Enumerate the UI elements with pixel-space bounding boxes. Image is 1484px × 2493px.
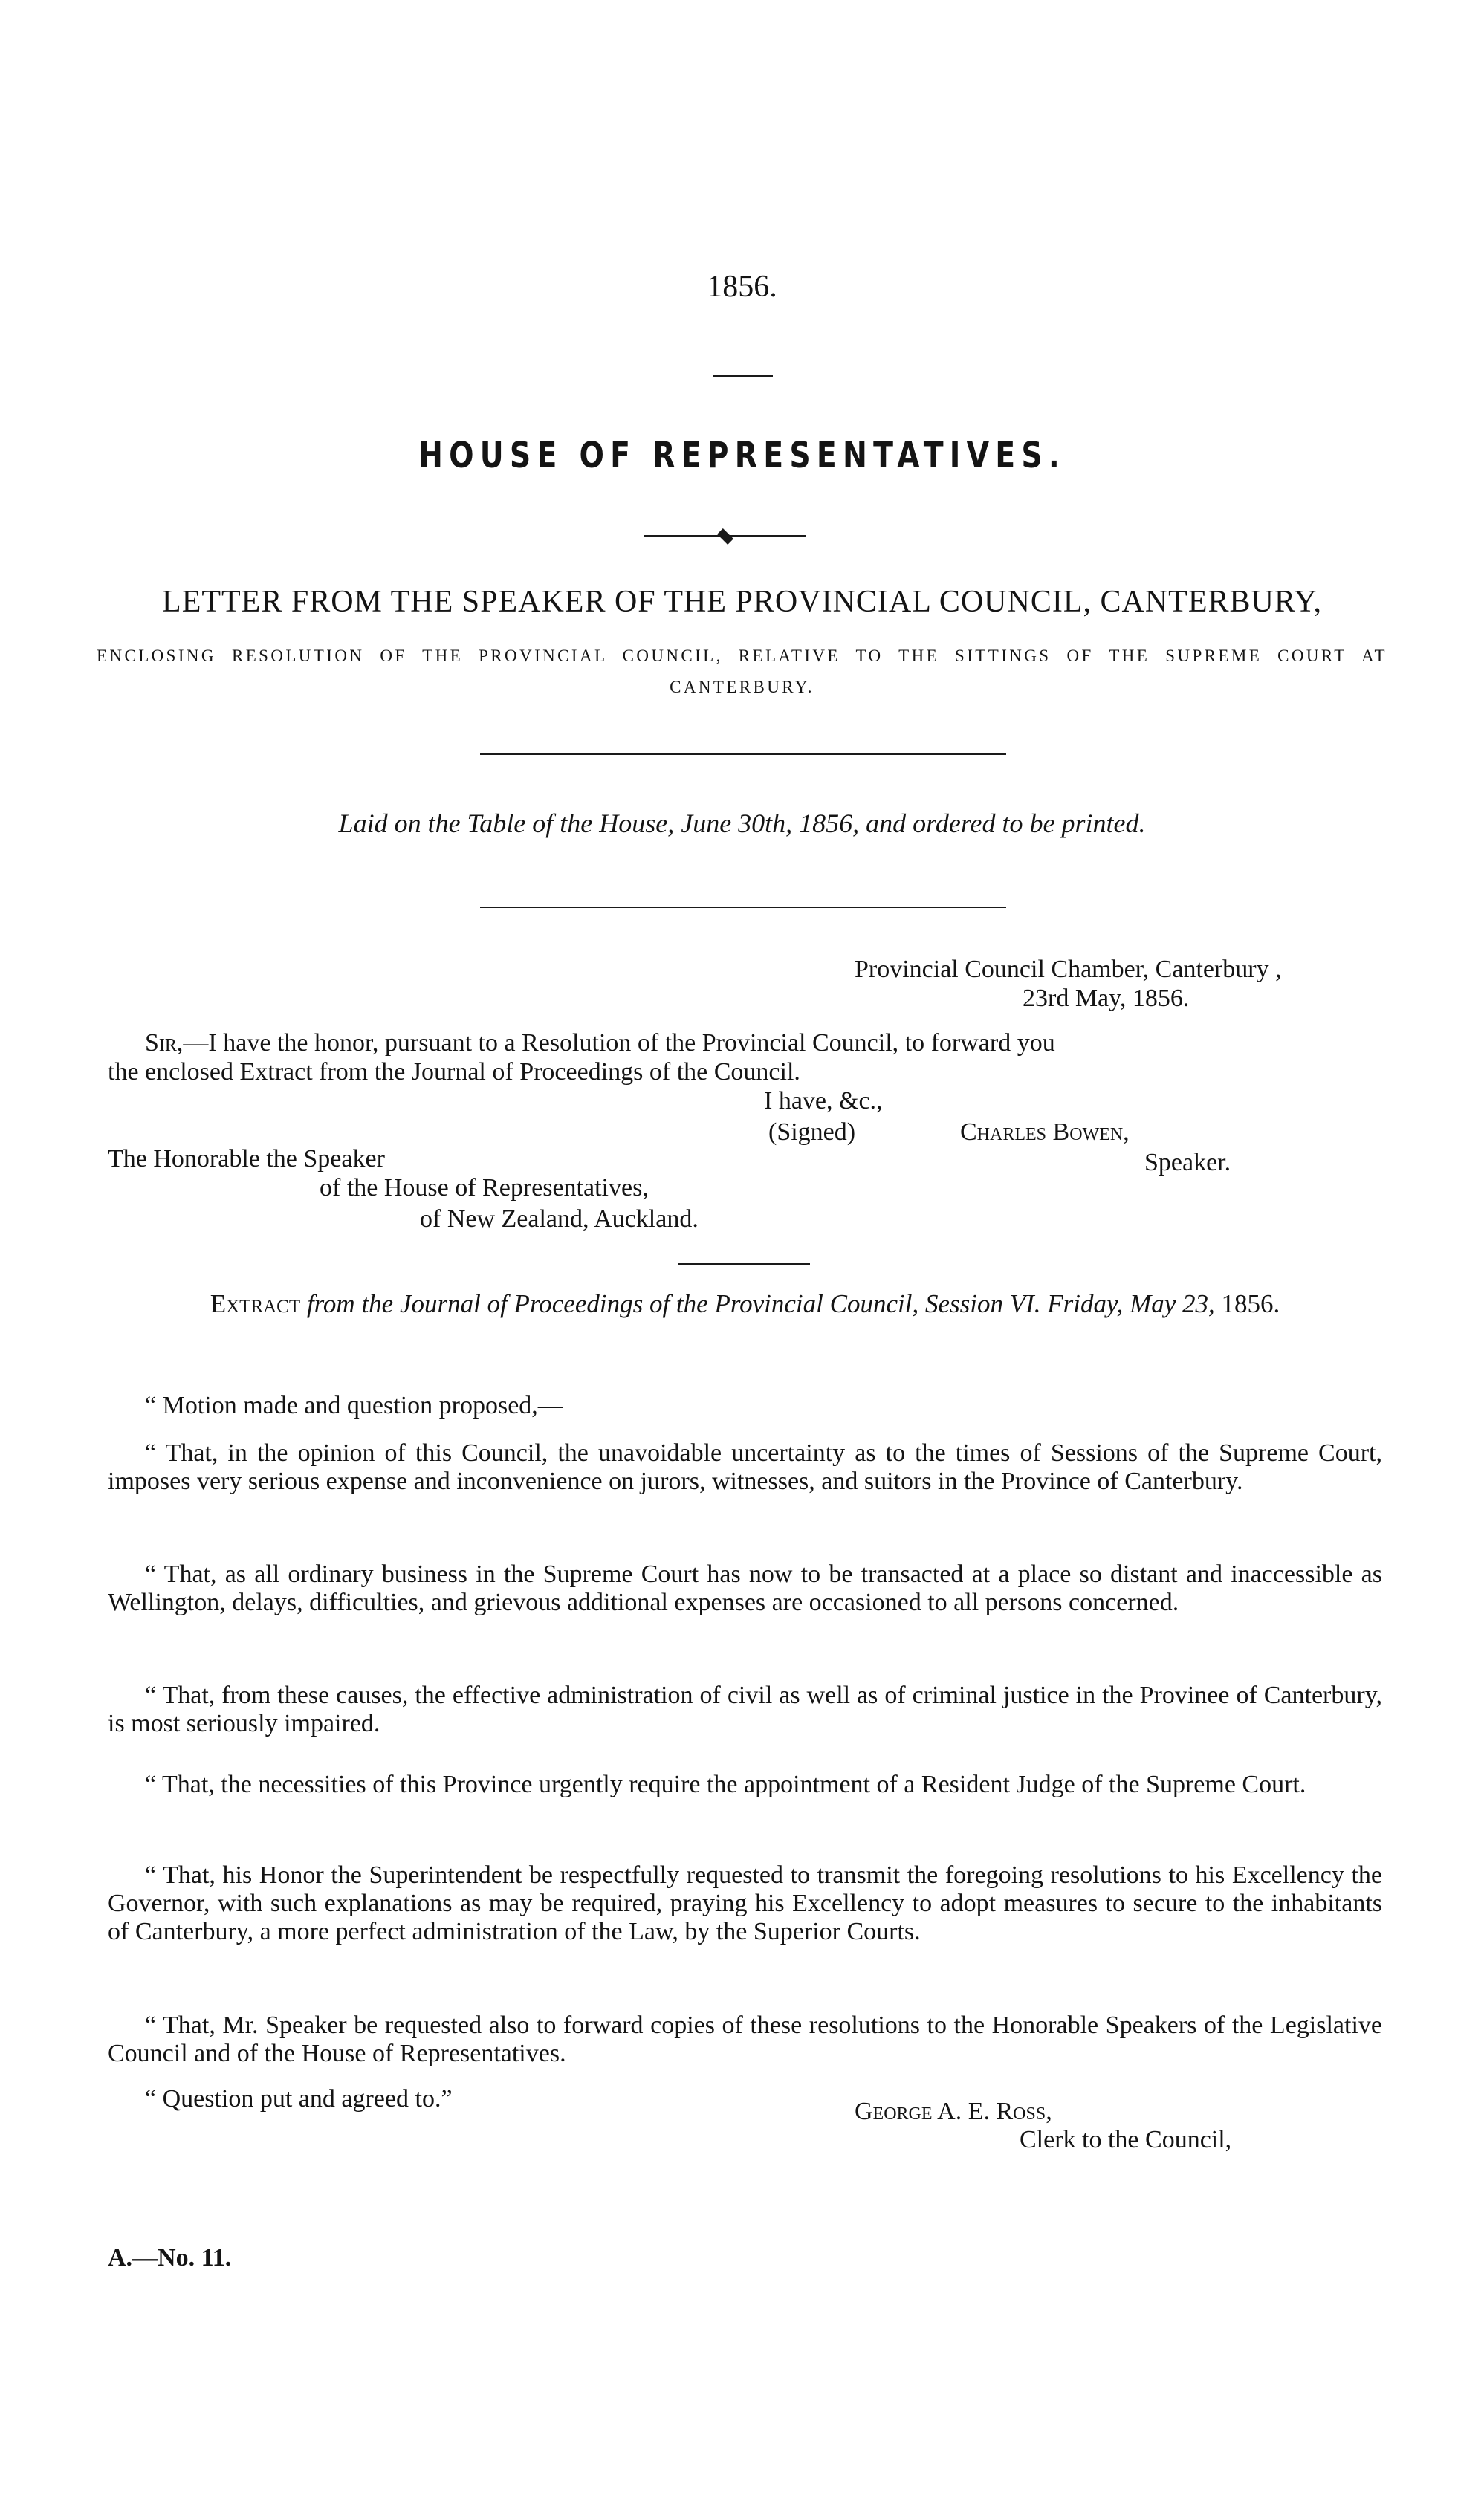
extract-heading-text: from the Journal of Proceedings of the Provincial Council, Session VI. Friday, May 23, bbox=[306, 1289, 1215, 1318]
recipient-line-1: The Honorable the Speaker bbox=[108, 1145, 385, 1173]
document-year: 1856. bbox=[707, 270, 777, 304]
agreed-line: “ Question put and agreed to.” bbox=[145, 2085, 453, 2113]
salutation: Sir, bbox=[145, 1029, 184, 1057]
signer-name: Charles Bowen, bbox=[960, 1118, 1130, 1146]
letter-body-line-2: the enclosed Extract from the Journal of Proceedings of the Council. bbox=[108, 1058, 800, 1086]
ornament-diamond-icon bbox=[717, 528, 733, 545]
divider-short bbox=[713, 375, 773, 377]
divider-long-1 bbox=[480, 753, 1006, 755]
resolution-1: “ That, in the opinion of this Council, the unavoidable uncertainty as to the times of Sessions of the Supreme Court, imposes very serious expense and inconvenience on jurors, witnesses, and suitors in the Province of Canterbury. bbox=[108, 1439, 1382, 1495]
recipient-line-2: of the House of Representatives, bbox=[320, 1174, 649, 1202]
resolution-2: “ That, as all ordinary business in the Supreme Court has now to be transacted at a place so distant and inaccessible as Wellington, delays, difficulties, and grievous additional expenses are occasioned to all persons concerned. bbox=[108, 1560, 1382, 1616]
extract-lead: Extract bbox=[210, 1289, 301, 1318]
letter-title: LETTER FROM THE SPEAKER OF THE PROVINCIAL COUNCIL, CANTERBURY, bbox=[162, 585, 1322, 619]
letter-body-text: —I have the honor, pursuant to a Resolution of the Provincial Council, to forward you bbox=[183, 1029, 1055, 1057]
resolution-6: “ That, Mr. Speaker be requested also to forward copies of these resolutions to the Honorable Speakers of the Legislative Council and of the House of Representatives. bbox=[108, 2011, 1382, 2067]
resolution-5: “ That, his Honor the Superintendent be respectfully requested to transmit the foregoing resolutions to his Excellency the Governor, with such explanations as may be required, praying his Excellency to adopt measures to secure to the inhabitants of Canterbury, a more perfect administration of the Law, by the Superior Courts. bbox=[108, 1861, 1382, 1945]
letter-closing: I have, &c., bbox=[764, 1087, 883, 1115]
letter-body-line-1 bbox=[145, 1028, 1386, 1057]
address-line-1: Provincial Council Chamber, Canterbury , bbox=[855, 956, 1282, 983]
extract-heading bbox=[108, 1289, 1382, 1319]
house-heading: HOUSE OF REPRESENTATIVES. bbox=[418, 435, 1066, 476]
clerk-name: George A. E. Ross, bbox=[855, 2098, 1052, 2125]
divider-long-2 bbox=[480, 907, 1006, 908]
extract-year: 1856. bbox=[1221, 1289, 1280, 1318]
divider-short-2 bbox=[678, 1263, 810, 1265]
recipient-line-3: of New Zealand, Auckland. bbox=[420, 1205, 699, 1233]
signed-label: (Signed) bbox=[768, 1118, 856, 1146]
laid-on-table-note: Laid on the Table of the House, June 30th, 1856, and ordered to be printed. bbox=[338, 808, 1146, 838]
resolution-4: “ That, the necessities of this Province urgently require the appointment of a Resident Judge of the Supreme Court. bbox=[145, 1771, 1306, 1798]
letter-subtitle: ENCLOSING RESOLUTION OF THE PROVINCIAL COUNCIL, RELATIVE TO THE SITTINGS OF THE SUPREME COURT AT CANTERBURY. bbox=[97, 646, 1387, 696]
document-number: A.—No. 11. bbox=[108, 2244, 232, 2272]
motion-line: “ Motion made and question proposed,— bbox=[145, 1392, 563, 1419]
resolution-3: “ That, from these causes, the effective administration of civil as well as of criminal justice in the Provinee of Canterbury, is most seriously impaired. bbox=[108, 1682, 1382, 1737]
signer-title: Speaker. bbox=[1144, 1149, 1231, 1176]
clerk-title: Clerk to the Council, bbox=[1020, 2126, 1232, 2153]
address-date: 23rd May, 1856. bbox=[1023, 985, 1190, 1012]
